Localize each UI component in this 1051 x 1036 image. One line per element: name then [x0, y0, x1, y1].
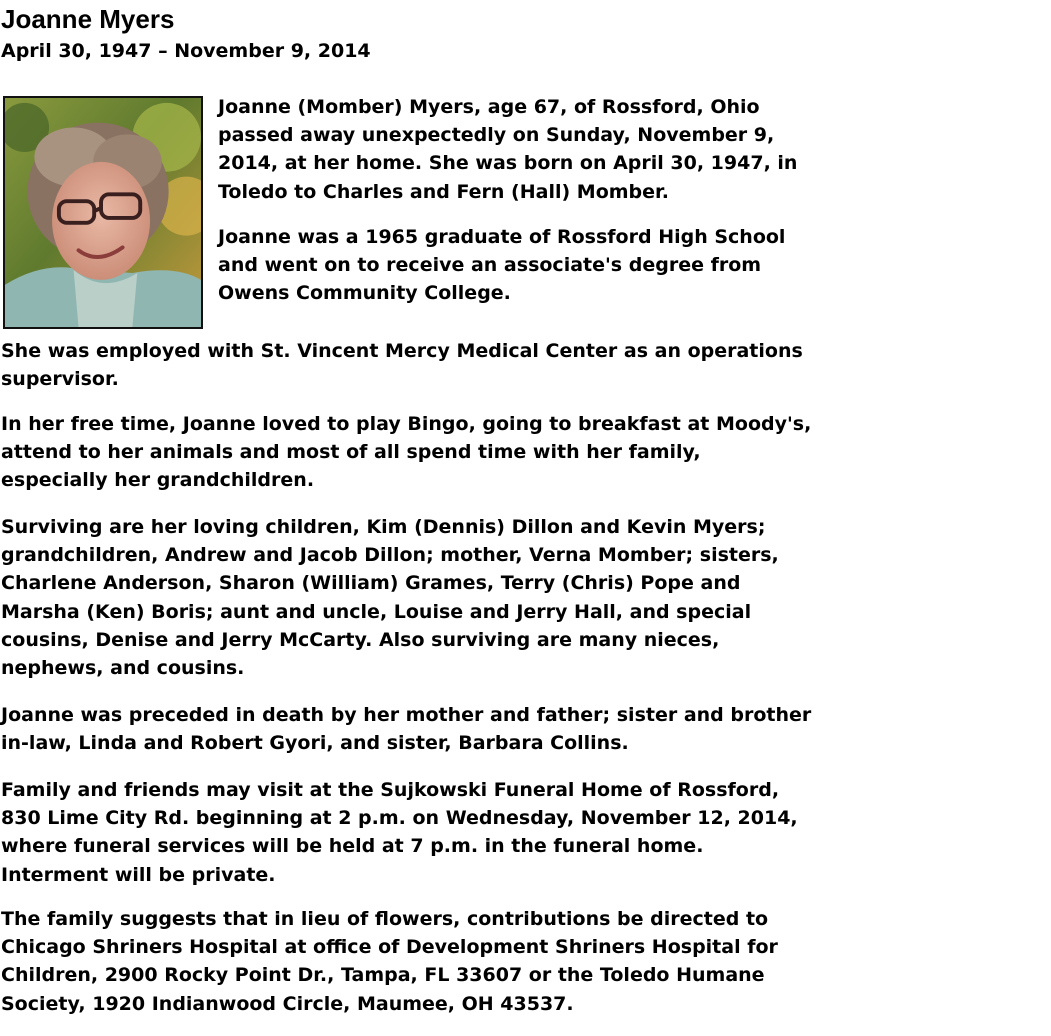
portrait-image: [5, 98, 201, 327]
paragraph-preceded: Joanne was preceded in death by her mother and father; sister and brother in-law, Linda and Robert Gyori, and sister, Barbara Collins.: [1, 704, 812, 755]
paragraph-education: Joanne was a 1965 graduate of Rossford High School and went on to receive an associate's degree from Owens Community College.: [218, 226, 786, 305]
portrait-photo: [3, 96, 203, 329]
obituary-name: Joanne Myers: [1, 4, 175, 34]
paragraph-services: Family and friends may visit at the Sujkowski Funeral Home of Rossford, 830 Lime City Rd. beginning at 2 p.m. on Wednesday, November 12, 2014, where funeral services will be held at 7 p.m. in the funeral home. Interment will be private.: [1, 779, 798, 886]
paragraph-contributions: The family suggests that in lieu of flowers, contributions be directed to Chicago Shriners Hospital at office of Development Shriners Hospital for Children, 2900 Rocky Point Dr., Tampa, FL 33607 or the Toledo Humane Society, 1920 Indianwood Circle, Maumee, OH 43537.: [1, 908, 778, 1015]
paragraph-employment: She was employed with St. Vincent Mercy Medical Center as an operations supervisor.: [1, 340, 803, 391]
paragraph-interests: In her free time, Joanne loved to play Bingo, going to breakfast at Moody's, attend to her animals and most of all spend time with her family, especially her grandchildren.: [1, 413, 812, 492]
life-dates: April 30, 1947 – November 9, 2014: [1, 40, 371, 62]
paragraph-survivors: Surviving are her loving children, Kim (Dennis) Dillon and Kevin Myers; grandchildren, Andrew and Jacob Dillon; mother, Verna Momber; sisters, Charlene Anderson, Sharon (William) Grames, Terry (Chris) Pope and Marsha (Ken) Boris; aunt and uncle, Louise and Jerry Hall, and special cousins, Denise and Jerry McCarty. Also surviving are many nieces, nephews, and cousins.: [1, 516, 779, 680]
paragraph-intro: Joanne (Momber) Myers, age 67, of Rossford, Ohio passed away unexpectedly on Sunday, November 9, 2014, at her home. She was born on April 30, 1947, in Toledo to Charles and Fern (Hall) Momber.: [218, 96, 798, 203]
